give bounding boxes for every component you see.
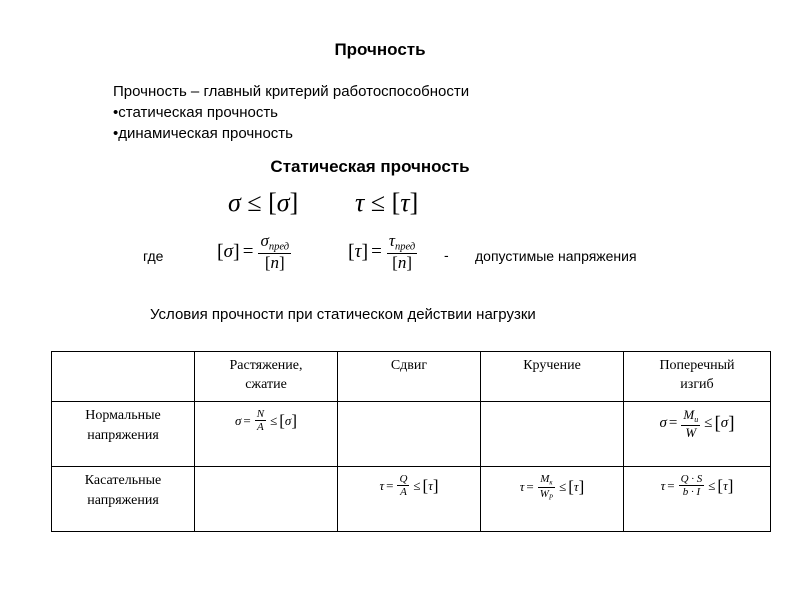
tau-condition: τ ≤ [τ]: [355, 188, 419, 217]
intro-bullet-dynamic: •динамическая прочность: [113, 125, 293, 142]
empty-cell: [338, 402, 481, 467]
static-section-title: Статическая прочность: [270, 157, 470, 176]
sigma-symbol: σ: [228, 188, 241, 217]
intro-line: Прочность – главный критерий работоспособности: [113, 83, 470, 100]
leq-operator: ≤: [247, 188, 262, 217]
empty-cell: [195, 467, 338, 532]
table-row: [52, 402, 771, 467]
header-torsion: Кручение: [481, 352, 624, 402]
where-label: где: [143, 248, 164, 264]
strength-conditions-table: [51, 351, 771, 532]
row-label-shear: Касательные напряжения: [52, 467, 195, 532]
tau-symbol: τ: [355, 188, 365, 217]
allowed-stresses-label: допустимые напряжения: [475, 248, 637, 264]
tau-allowed-symbol: τ: [400, 188, 410, 217]
dash-separator: -: [444, 247, 449, 263]
header-tension: Растяжение, сжатие: [195, 352, 338, 402]
formula-normal-tension: σ = $\frac{N}{A}$ ≤ [ σ ]: [195, 402, 338, 467]
page-title: Прочность: [334, 40, 426, 59]
header-empty-cell: [52, 352, 195, 402]
sigma-condition: σ ≤ [σ]: [228, 188, 299, 217]
leq-operator: ≤: [370, 188, 386, 217]
formula-shear-bending: τ = $\frac{Q \cdot S}{b \cdot I}$ ≤ [ τ ]: [624, 467, 771, 532]
sigma-allowed-formula: [ σ ] = $\frac{\sigma_{пред}}{[n]}$: [217, 231, 290, 273]
formula-normal-bending: σ = $\frac{M_и}{W}$ ≤ [ σ ]: [624, 402, 771, 467]
conditions-title: Условия прочности при статическом действии нагрузки: [150, 306, 536, 323]
row-label-normal: Нормальные напряжения: [52, 402, 195, 467]
intro-block: [113, 81, 469, 144]
sigma-allowed-symbol: σ: [276, 188, 290, 217]
header-shear: Сдвиг: [338, 352, 481, 402]
header-bending: Поперечный изгиб: [624, 352, 771, 402]
table-row: [52, 467, 771, 532]
tau-allowed-formula: [ τ ] = $\frac{\tau_{пред}}{[n]}$: [348, 231, 416, 273]
formula-shear-shear: τ = $\frac{Q}{A}$ ≤ [ τ ]: [338, 467, 481, 532]
intro-bullet-static: •статическая прочность: [113, 104, 278, 121]
formula-shear-torsion: τ = $\frac{M_к}{W_P}$ ≤ [ τ ]: [481, 467, 624, 532]
empty-cell: [481, 402, 624, 467]
table-header-row: [52, 352, 771, 402]
